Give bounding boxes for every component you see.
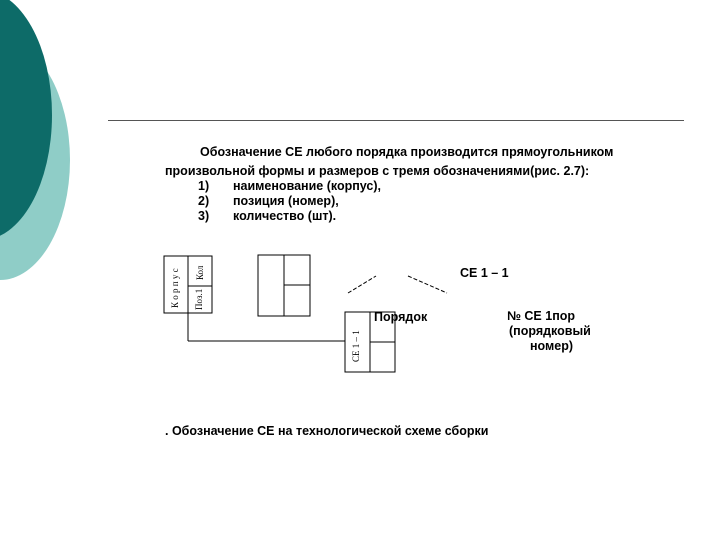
list-number-1: 1): [198, 179, 210, 193]
center-box-label: СЕ 1 – 1: [351, 330, 361, 362]
order-label: Порядок: [374, 310, 428, 324]
ce-label: СЕ 1 – 1: [460, 266, 509, 280]
intro-line-1: Обозначение СЕ любого порядка производится прямоугольником: [200, 145, 614, 159]
list-number-2: 2): [198, 194, 210, 208]
number-label-line-3: номер): [530, 339, 574, 353]
intro-line-2: произвольной формы и размеров с тремя обозначениями(рис. 2.7):: [165, 164, 590, 178]
list-item-2: позиция (номер),: [233, 194, 339, 208]
pointer-line-left: [348, 276, 376, 293]
list-item-1: наименование (корпус),: [233, 179, 382, 193]
left-box-label-position: Поз.1: [194, 288, 204, 310]
left-box-label-quantity: Кол: [195, 265, 205, 280]
number-label-line-1: № СЕ 1пор: [507, 309, 576, 323]
left-box-label-corpus: К о р п у с: [170, 268, 180, 308]
figure-caption: . Обозначение СЕ на технологической схеме сборки: [165, 424, 489, 438]
list-number-3: 3): [198, 209, 210, 223]
number-label-line-2: (порядковый: [509, 324, 591, 338]
list-item-3: количество (шт).: [233, 209, 337, 223]
pointer-line-right: [408, 276, 447, 293]
